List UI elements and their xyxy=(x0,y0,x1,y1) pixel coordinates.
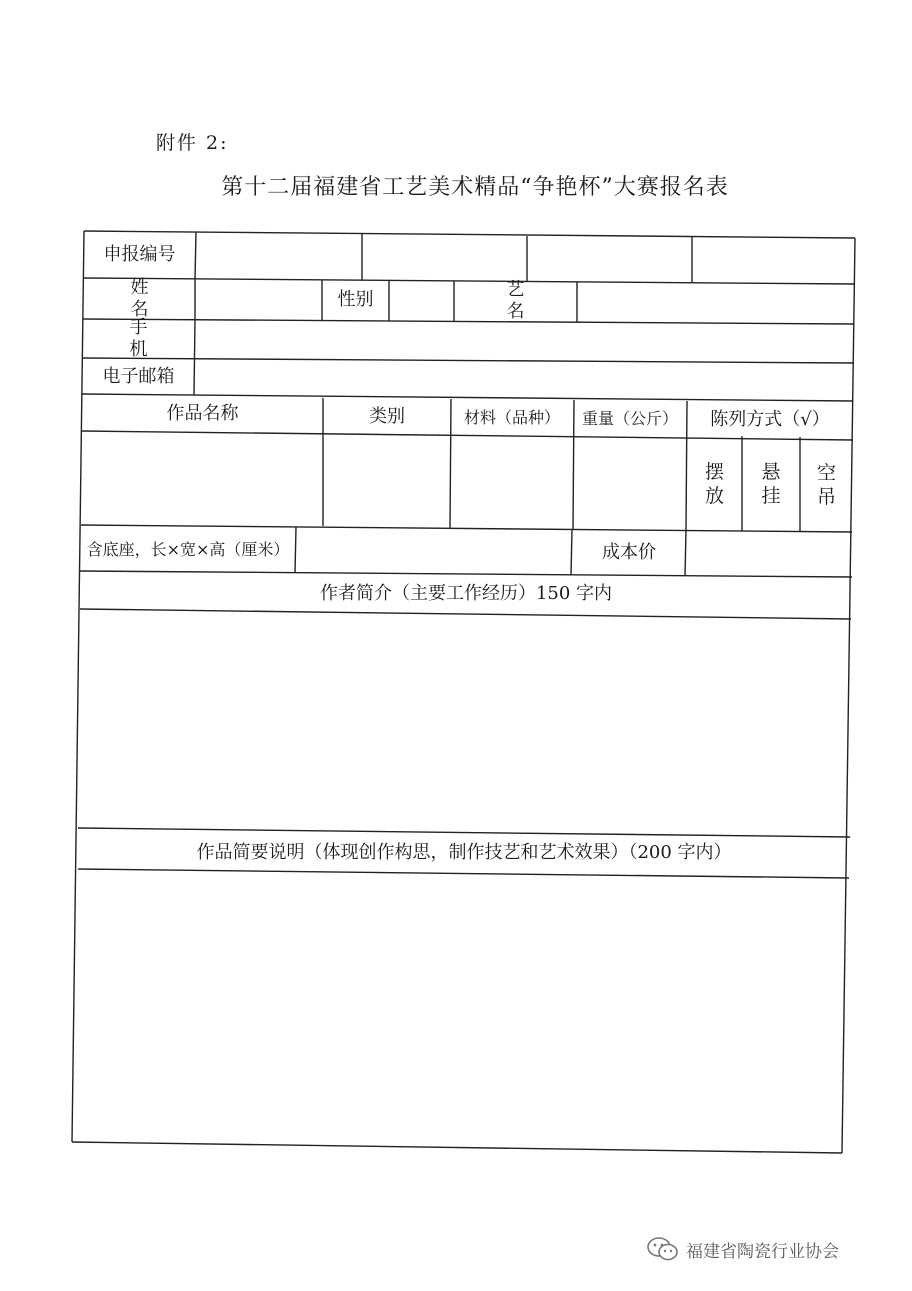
gender-label: 性别 xyxy=(337,289,374,311)
material-field[interactable] xyxy=(451,437,573,528)
author-bio-header: 作者简介（主要工作经历）150 字内 xyxy=(319,583,613,605)
dimensions-label: 含底座，长×宽×高（厘米） xyxy=(86,539,290,559)
name-field[interactable] xyxy=(196,280,321,320)
wechat-icon xyxy=(646,1236,680,1262)
registration-number-field-4[interactable] xyxy=(693,238,853,284)
weight-field[interactable] xyxy=(574,438,686,529)
art-name-label: 艺 名 xyxy=(506,279,545,322)
category-field[interactable] xyxy=(324,436,450,527)
display-option-place-label: 摆放 xyxy=(704,461,724,507)
watermark xyxy=(646,1236,839,1262)
attachment-label: 附件 2: xyxy=(156,132,229,154)
work-description-header: 作品简要说明（体现创作构思，制作技艺和艺术效果）（200 字内） xyxy=(196,842,732,864)
material-header: 材料（品种） xyxy=(463,407,560,427)
email-label: 电子邮箱 xyxy=(102,365,175,387)
phone-label: 手 机 xyxy=(129,317,168,360)
display-option-hang-checkbox[interactable] xyxy=(743,440,799,530)
watermark-text: 福建省陶瓷行业协会 xyxy=(686,1241,839,1262)
author-bio-field[interactable] xyxy=(81,616,849,830)
gender-field[interactable] xyxy=(390,281,453,321)
display-option-hang-label: 悬挂 xyxy=(761,461,781,507)
registration-number-field-1[interactable] xyxy=(197,233,361,279)
display-option-place-checkbox[interactable] xyxy=(688,440,741,530)
email-field[interactable] xyxy=(196,360,852,398)
work-description-field[interactable] xyxy=(76,878,846,1146)
display-option-suspend-checkbox[interactable] xyxy=(801,441,852,531)
work-name-field[interactable] xyxy=(83,434,322,525)
display-method-header: 陈列方式（√） xyxy=(710,409,830,431)
registration-number-field-3[interactable] xyxy=(528,236,691,282)
registration-number-field-2[interactable] xyxy=(363,235,526,281)
display-option-suspend-label: 空吊 xyxy=(816,462,836,508)
cost-price-field[interactable] xyxy=(687,532,851,576)
work-name-header: 作品名称 xyxy=(166,403,239,425)
cost-price-label: 成本价 xyxy=(602,541,656,563)
registration-number-label: 申报编号 xyxy=(103,244,176,266)
phone-field[interactable] xyxy=(196,320,852,361)
weight-header: 重量（公斤） xyxy=(581,409,678,429)
name-label: 姓 名 xyxy=(130,276,169,320)
art-name-field[interactable] xyxy=(578,282,853,322)
form-title: 第十二届福建省工艺美术精品“争艳杯”大赛报名表 xyxy=(221,175,729,200)
dimensions-field[interactable] xyxy=(297,529,570,574)
category-header: 类别 xyxy=(369,405,405,427)
